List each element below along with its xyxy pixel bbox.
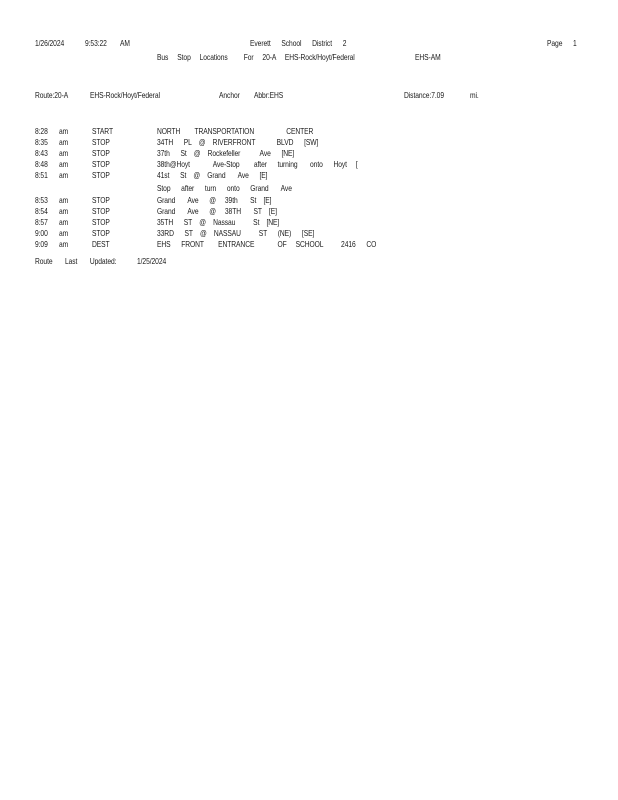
stop-location: EHS FRONT ENTRANCE OF SCHOOL 2416 CO: [157, 239, 377, 249]
stop-ampm: am: [59, 170, 69, 180]
page-number: 1: [573, 38, 577, 48]
print-date: 1/26/2024: [35, 38, 65, 48]
stop-location: NORTH TRANSPORTATION CENTER: [157, 126, 314, 136]
stop-location: 37th St @ Rockefeller Ave [NE]: [157, 148, 295, 158]
stop-time: 8:48: [35, 159, 48, 169]
stop-location: 41st St @ Grand Ave [E]: [157, 170, 268, 180]
route-name: EHS-Rock/Hoyt/Federal: [90, 90, 160, 100]
stop-time: 9:00: [35, 228, 48, 238]
stop-row: [0, 126, 600, 137]
stop-row: [0, 137, 600, 148]
stop-ampm: am: [59, 239, 69, 249]
district-title: Everett School District 2: [250, 38, 347, 48]
stop-row: [0, 170, 600, 181]
stop-time: 8:57: [35, 217, 48, 227]
stop-location: Stop after turn onto Grand Ave: [157, 183, 292, 193]
stop-time: 8:43: [35, 148, 48, 158]
stop-time: 8:53: [35, 195, 48, 205]
abbr-label: Abbr:EHS: [254, 90, 284, 100]
stop-row: [0, 183, 600, 194]
stop-row: [0, 159, 600, 170]
stop-type: STOP: [92, 228, 110, 238]
stop-ampm: am: [59, 217, 69, 227]
print-time: 9:53:22: [85, 38, 107, 48]
stop-location: 33RD ST @ NASSAU ST (NE) [SE]: [157, 228, 315, 238]
stop-ampm: am: [59, 137, 69, 147]
page-label: Page: [547, 38, 563, 48]
stop-ampm: am: [59, 159, 69, 169]
stop-time: 8:28: [35, 126, 48, 136]
stop-ampm: am: [59, 228, 69, 238]
stop-type: STOP: [92, 148, 110, 158]
stop-location: Grand Ave @ 38TH ST [E]: [157, 206, 277, 216]
stop-type: STOP: [92, 159, 110, 169]
distance-label: Distance:7.09: [404, 90, 444, 100]
stop-type: START: [92, 126, 113, 136]
stop-location: Grand Ave @ 39th St [E]: [157, 195, 272, 205]
stop-row: [0, 239, 600, 250]
stop-type: DEST: [92, 239, 110, 249]
stop-type: STOP: [92, 217, 110, 227]
stop-location: 38th@Hoyt Ave-Stop after turning onto Hoyt [: [157, 159, 358, 169]
stop-ampm: am: [59, 195, 69, 205]
stop-location: 35TH ST @ Nassau St [NE]: [157, 217, 280, 227]
stop-row: [0, 206, 600, 217]
stop-ampm: am: [59, 148, 69, 158]
stop-type: STOP: [92, 137, 110, 147]
stop-row: [0, 217, 600, 228]
print-ampm: AM: [120, 38, 130, 48]
route-last-updated-date: 1/25/2024: [137, 256, 167, 266]
route-last-updated-label: Route Last Updated:: [35, 256, 117, 266]
stop-row: [0, 228, 600, 239]
route-code: Route:20-A: [35, 90, 69, 100]
stop-type: STOP: [92, 195, 110, 205]
anchor-label: Anchor: [219, 90, 240, 100]
report-subtitle: Bus Stop Locations For 20-A EHS-Rock/Hoyt/Federal: [157, 52, 355, 62]
session-label: EHS-AM: [415, 52, 441, 62]
stop-ampm: am: [59, 206, 69, 216]
stop-time: 8:54: [35, 206, 48, 216]
stop-row: [0, 148, 600, 159]
stop-time: 8:51: [35, 170, 48, 180]
stop-ampm: am: [59, 126, 69, 136]
stop-type: STOP: [92, 206, 110, 216]
stop-location: 34TH PL @ RIVERFRONT BLVD [SW]: [157, 137, 319, 147]
stop-type: STOP: [92, 170, 110, 180]
stop-row: [0, 195, 600, 206]
distance-unit: mi.: [470, 90, 479, 100]
stop-time: 9:09: [35, 239, 48, 249]
stop-time: 8:35: [35, 137, 48, 147]
